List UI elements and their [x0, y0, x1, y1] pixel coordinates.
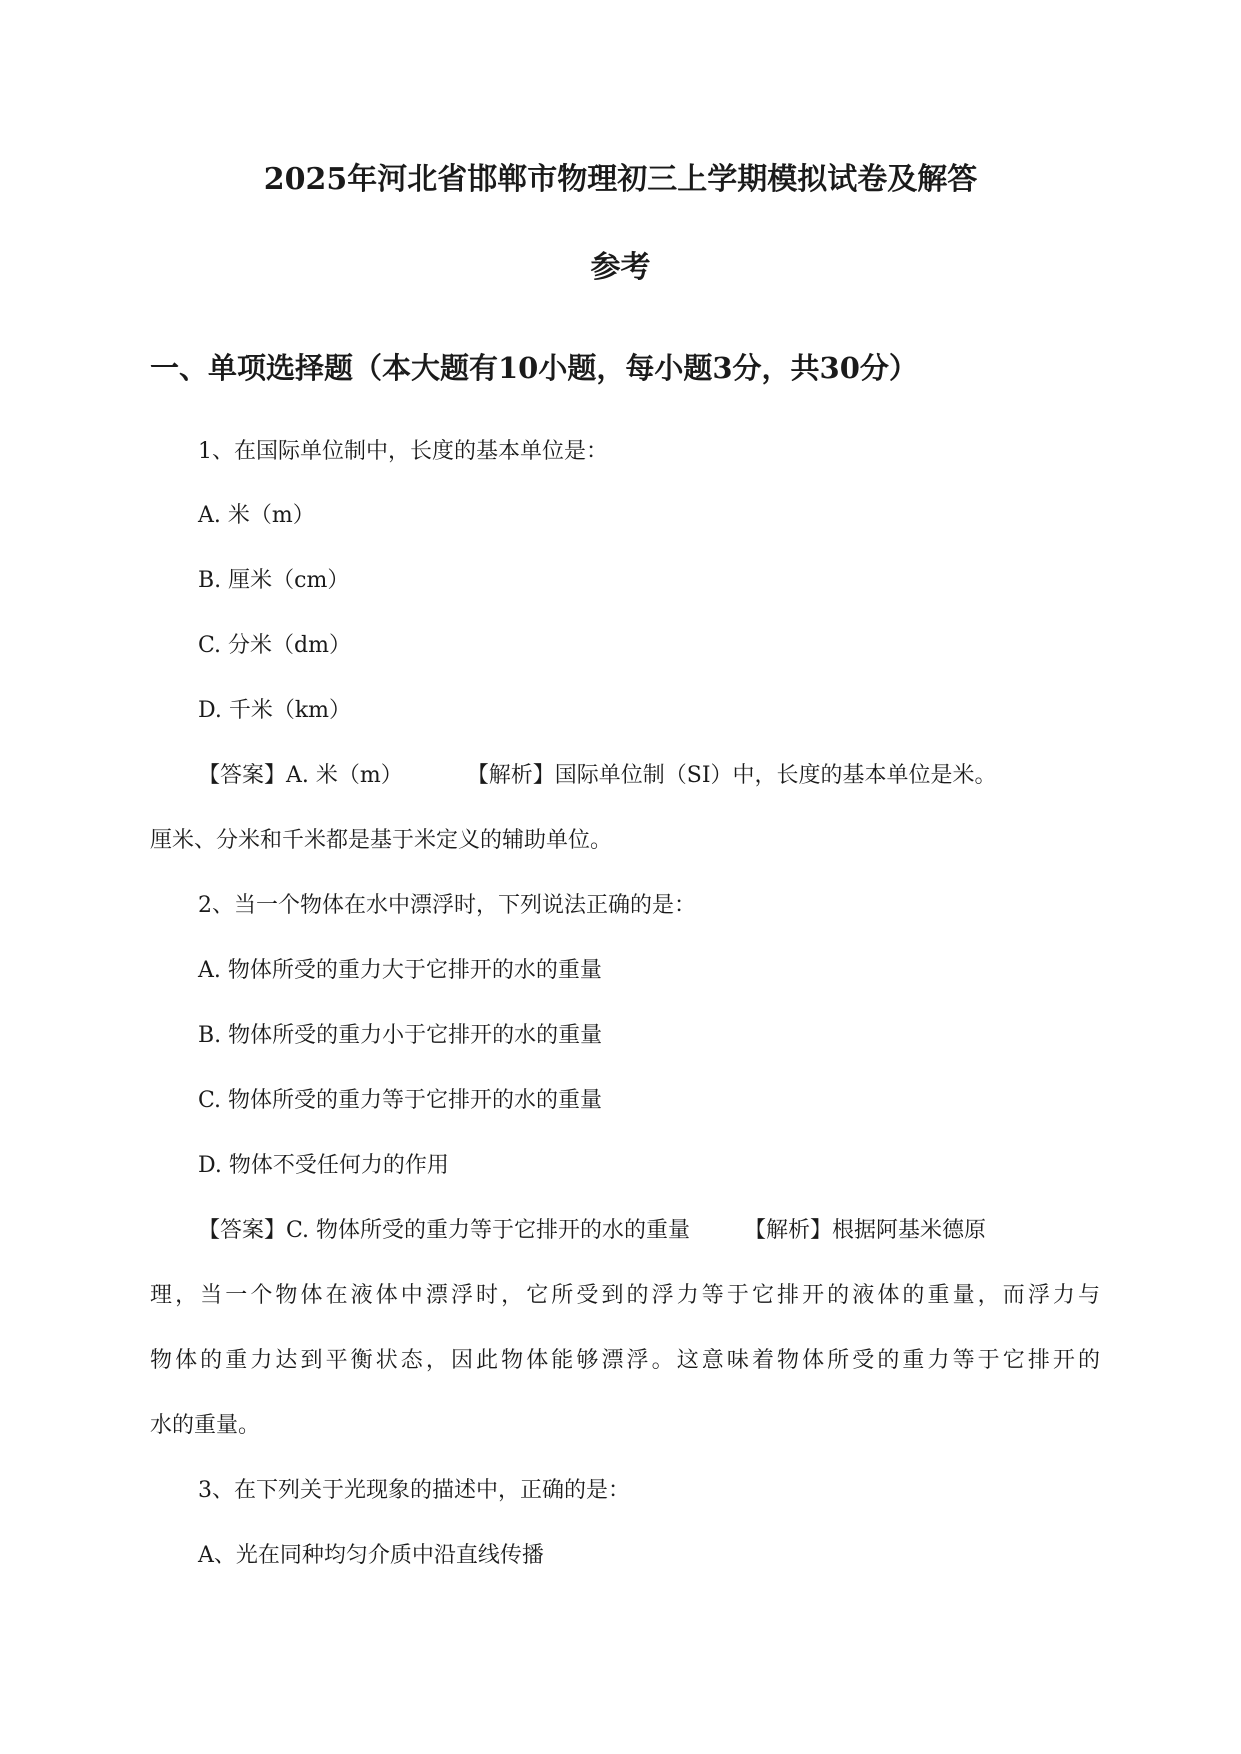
- document-title-line1: 2025年河北省邯郸市物理初三上学期模拟试卷及解答: [263, 162, 978, 197]
- question-2-answer: 【答案】C. 物体所受的重力等于它排开的水的重量: [198, 1218, 691, 1243]
- question-2-answer-block: [198, 1215, 986, 1247]
- question-1-option-b: B. 厘米（cm）: [198, 568, 350, 593]
- question-1-analysis-line2: 厘米、分米和千米都是基于米定义的辅助单位。: [150, 828, 613, 853]
- question-1-option-c: C. 分米（dm）: [198, 633, 351, 658]
- question-2-stem: 2、当一个物体在水中漂浮时，下列说法正确的是：: [198, 893, 696, 918]
- question-3-stem: 3、在下列关于光现象的描述中，正确的是：: [198, 1478, 630, 1503]
- question-1-analysis-line1: 【解析】国际单位制（SI）中，长度的基本单位是米。: [466, 763, 997, 788]
- question-2-analysis-line4: 水的重量。: [150, 1413, 261, 1438]
- question-1-option-d: D. 千米（km）: [198, 698, 352, 723]
- question-3-option-a: A、光在同种均匀介质中沿直线传播: [198, 1543, 544, 1568]
- question-2-option-a: A. 物体所受的重力大于它排开的水的重量: [198, 958, 602, 983]
- question-2-option-b: B. 物体所受的重力小于它排开的水的重量: [198, 1023, 603, 1048]
- question-2-analysis-line3: 物体的重力达到平衡状态，因此物体能够漂浮。这意味着物体所受的重力等于它排开的: [150, 1348, 1100, 1373]
- question-2-analysis-line1: 【解析】根据阿基米德原: [744, 1218, 987, 1243]
- question-1-stem: 1、在国际单位制中，长度的基本单位是：: [198, 439, 608, 464]
- section-heading-single-choice: 一、单项选择题（本大题有10小题，每小题3分，共30分）: [150, 351, 918, 385]
- question-2-option-d: D. 物体不受任何力的作用: [198, 1153, 449, 1178]
- document-title-line2: 参考: [590, 250, 651, 285]
- question-2-option-c: C. 物体所受的重力等于它排开的水的重量: [198, 1088, 603, 1113]
- question-1-answer: 【答案】A. 米（m）: [198, 763, 403, 788]
- question-2-analysis-line2: 理，当一个物体在液体中漂浮时，它所受到的浮力等于它排开的液体的重量，而浮力与: [150, 1283, 1100, 1308]
- question-1-option-a: A. 米（m）: [198, 503, 315, 528]
- question-1-answer-block: [198, 760, 997, 792]
